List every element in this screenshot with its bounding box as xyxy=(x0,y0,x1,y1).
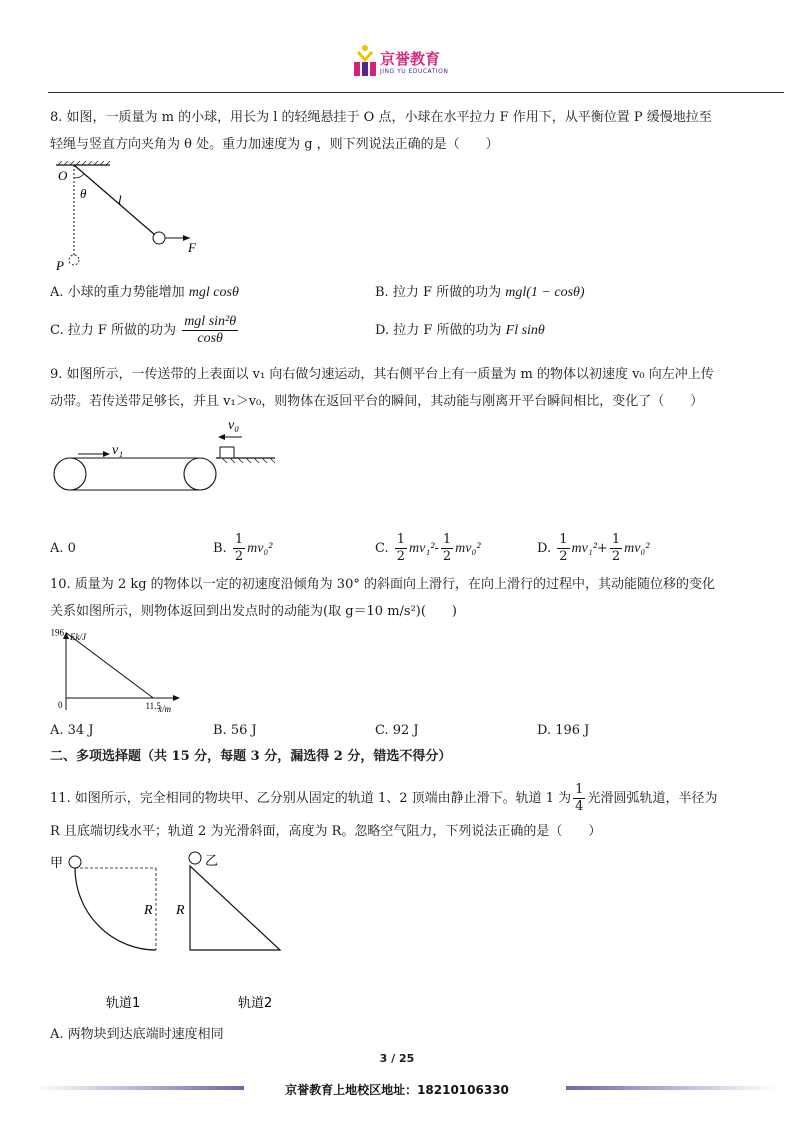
section2-title: 二、多项选择题（共 15 分，每题 3 分，漏选得 2 分，错选不得分） xyxy=(50,749,452,764)
q9-option-c-mv1: mv₁² xyxy=(409,541,435,556)
q9-option-c[interactable] xyxy=(375,532,481,565)
q8-stem-line2: 轻绳与竖直方向夹角为 θ 处。重力加速度为 g ，则下列说法正确的是（ ） xyxy=(50,137,499,152)
half-numerator: 1 xyxy=(442,532,452,547)
q11-tracks-figure xyxy=(48,850,298,1020)
q11-stem-line2: R 且底端切线水平；轨道 2 为光滑斜面，高度为 R。忽略空气阻力，下列说法正确的是（ ） xyxy=(50,824,602,839)
q10-ek-chart xyxy=(46,628,186,716)
q8-option-a-text: A. 小球的重力势能增加 xyxy=(50,285,185,300)
q9-option-d-mv1: mv₁² xyxy=(571,541,597,556)
q8-fig-label-theta: θ xyxy=(80,186,87,201)
half-denominator: 2 xyxy=(611,549,621,564)
chart-x-label: x/m xyxy=(158,704,171,714)
q10-stem-line1: 10. 质量为 2 kg 的物体以一定的初速度沿倾角为 30° 的斜面向上滑行，在向上滑行的过程中，其动能随位移的变化 xyxy=(50,577,715,592)
half-numerator: 1 xyxy=(234,532,244,547)
page-number: 3 / 25 xyxy=(379,1052,415,1065)
half-denominator: 2 xyxy=(234,549,244,564)
q8-option-b-text: B. 拉力 F 所做的功为 xyxy=(375,285,502,300)
chart-ytick-label: 196 xyxy=(50,628,64,638)
header-divider xyxy=(48,92,784,93)
q10-option-d[interactable]: D. 196 J xyxy=(537,723,590,738)
q9-fig-label-v0: v₀ xyxy=(228,418,240,433)
chart-origin-label: 0 xyxy=(58,700,63,710)
q8-stem-line1: 8. 如图，一质量为 m 的小球，用长为 l 的轻绳悬挂于 O 点，小球在水平拉力 F 作用下，从平衡位置 P 缓慢地拉至 xyxy=(50,110,712,125)
q9-option-d-half-1 xyxy=(557,532,569,565)
brand-logo xyxy=(352,44,452,80)
q9-option-d[interactable] xyxy=(537,532,649,565)
q11-fig-label-track1: 轨道1 xyxy=(106,996,141,1011)
brand-name: 京誉教育 xyxy=(380,50,441,68)
q9-option-c-minus: - xyxy=(434,541,439,556)
q9-option-b-half xyxy=(233,532,245,565)
footer-address: 京誉教育上地校区地址：18210106330 xyxy=(285,1083,509,1097)
chart-xtick-label: 11.5 xyxy=(145,701,161,711)
q8-option-b-math: mgl(1 − cosθ) xyxy=(505,285,585,300)
brand-name-en: JING YU EDUCATION xyxy=(380,68,449,75)
q8-fig-label-f: F xyxy=(188,240,196,255)
q9-option-b-label: B. xyxy=(213,541,227,556)
q10-stem-line2: 关系如图所示，则物体返回到出发点时的动能为(取 g＝10 m/s²)( ) xyxy=(50,604,458,619)
half-numerator: 1 xyxy=(611,532,621,547)
q9-option-d-mv0: mv₀² xyxy=(624,541,650,556)
q8-option-a[interactable] xyxy=(50,284,239,302)
q11-stem-line1 xyxy=(50,782,717,815)
half-numerator: 1 xyxy=(559,532,568,547)
q8-fig-label-o: O xyxy=(58,168,68,183)
q8-fig-label-l: l xyxy=(118,192,122,207)
q11-quarter-fraction xyxy=(573,782,585,815)
q10-option-b[interactable]: B. 56 J xyxy=(213,723,257,738)
q8-option-d-text: D. 拉力 F 所做的功为 xyxy=(375,323,502,338)
q8-option-c-numerator: mgl sin²θ xyxy=(184,314,237,329)
q8-option-a-math: mgl cosθ xyxy=(188,285,239,300)
q11-stem-line1-a: 11. 如图所示，完全相同的物块甲、乙分别从固定的轨道 1、2 顶端由静止滑下。轨道 1 为 xyxy=(50,791,572,806)
q8-option-b[interactable] xyxy=(375,284,585,302)
q9-fig-label-v1: v₁ xyxy=(112,443,124,458)
q8-option-c[interactable] xyxy=(50,314,240,347)
q8-option-c-text: C. 拉力 F 所做的功为 xyxy=(50,323,177,338)
half-denominator: 2 xyxy=(559,549,568,564)
chart-y-label: Ek/J xyxy=(70,632,86,642)
q9-option-d-plus: + xyxy=(596,541,608,556)
q11-fig-label-track2: 轨道2 xyxy=(238,996,273,1011)
q11-option-a[interactable]: A. 两物块到达底端时速度相同 xyxy=(50,1027,224,1042)
q9-option-b-mv0: mv₀² xyxy=(247,541,273,556)
half-numerator: 1 xyxy=(396,532,406,547)
q10-option-a[interactable]: A. 34 J xyxy=(50,723,94,738)
q9-stem-line2: 动带。若传送带足够长，并且 v₁＞v₀，则物体在返回平台的瞬间，其动能与刚离开平台瞬间相比，变化了（ ） xyxy=(50,394,704,409)
quarter-denominator: 4 xyxy=(575,799,584,814)
q11-fig-label-yi: 乙 xyxy=(205,854,219,869)
q8-option-c-fraction xyxy=(182,314,238,347)
q8-option-d-math: Fl sinθ xyxy=(505,323,545,338)
logo-mark-icon xyxy=(352,44,378,78)
q8-fig-label-p: P xyxy=(56,258,64,273)
q9-option-c-mv0: mv₀² xyxy=(455,541,481,556)
q11-fig-label-jia: 甲 xyxy=(50,856,64,871)
q9-option-b[interactable] xyxy=(213,532,273,565)
q8-option-d[interactable] xyxy=(375,322,545,340)
q9-option-a[interactable]: A. 0 xyxy=(50,541,76,556)
q9-option-c-half-2 xyxy=(441,532,453,565)
q11-fig-label-r2: R xyxy=(176,903,185,918)
q11-fig-label-r1: R xyxy=(144,903,153,918)
half-denominator: 2 xyxy=(396,549,406,564)
half-denominator: 2 xyxy=(442,549,452,564)
quarter-numerator: 1 xyxy=(575,782,584,797)
q9-conveyor-figure xyxy=(50,414,280,494)
chart-series-line xyxy=(66,633,153,698)
q8-option-c-denominator: cosθ xyxy=(197,331,223,346)
q8-pendulum-figure xyxy=(50,160,210,275)
q9-option-d-label: D. xyxy=(537,541,552,556)
q9-stem-line1: 9. 如图所示，一传送带的上表面以 v₁ 向右做匀速运动，其右侧平台上有一质量为 m 的物体以初速度 v₀ 向左冲上传 xyxy=(50,367,714,382)
q9-option-d-half-2 xyxy=(610,532,622,565)
q10-option-c[interactable]: C. 92 J xyxy=(375,723,419,738)
q9-option-c-half-1 xyxy=(395,532,407,565)
q11-stem-line1-b: 光滑圆弧轨道，半径为 xyxy=(587,791,718,806)
q9-option-c-label: C. xyxy=(375,541,389,556)
footer-rule-right xyxy=(566,1086,776,1090)
